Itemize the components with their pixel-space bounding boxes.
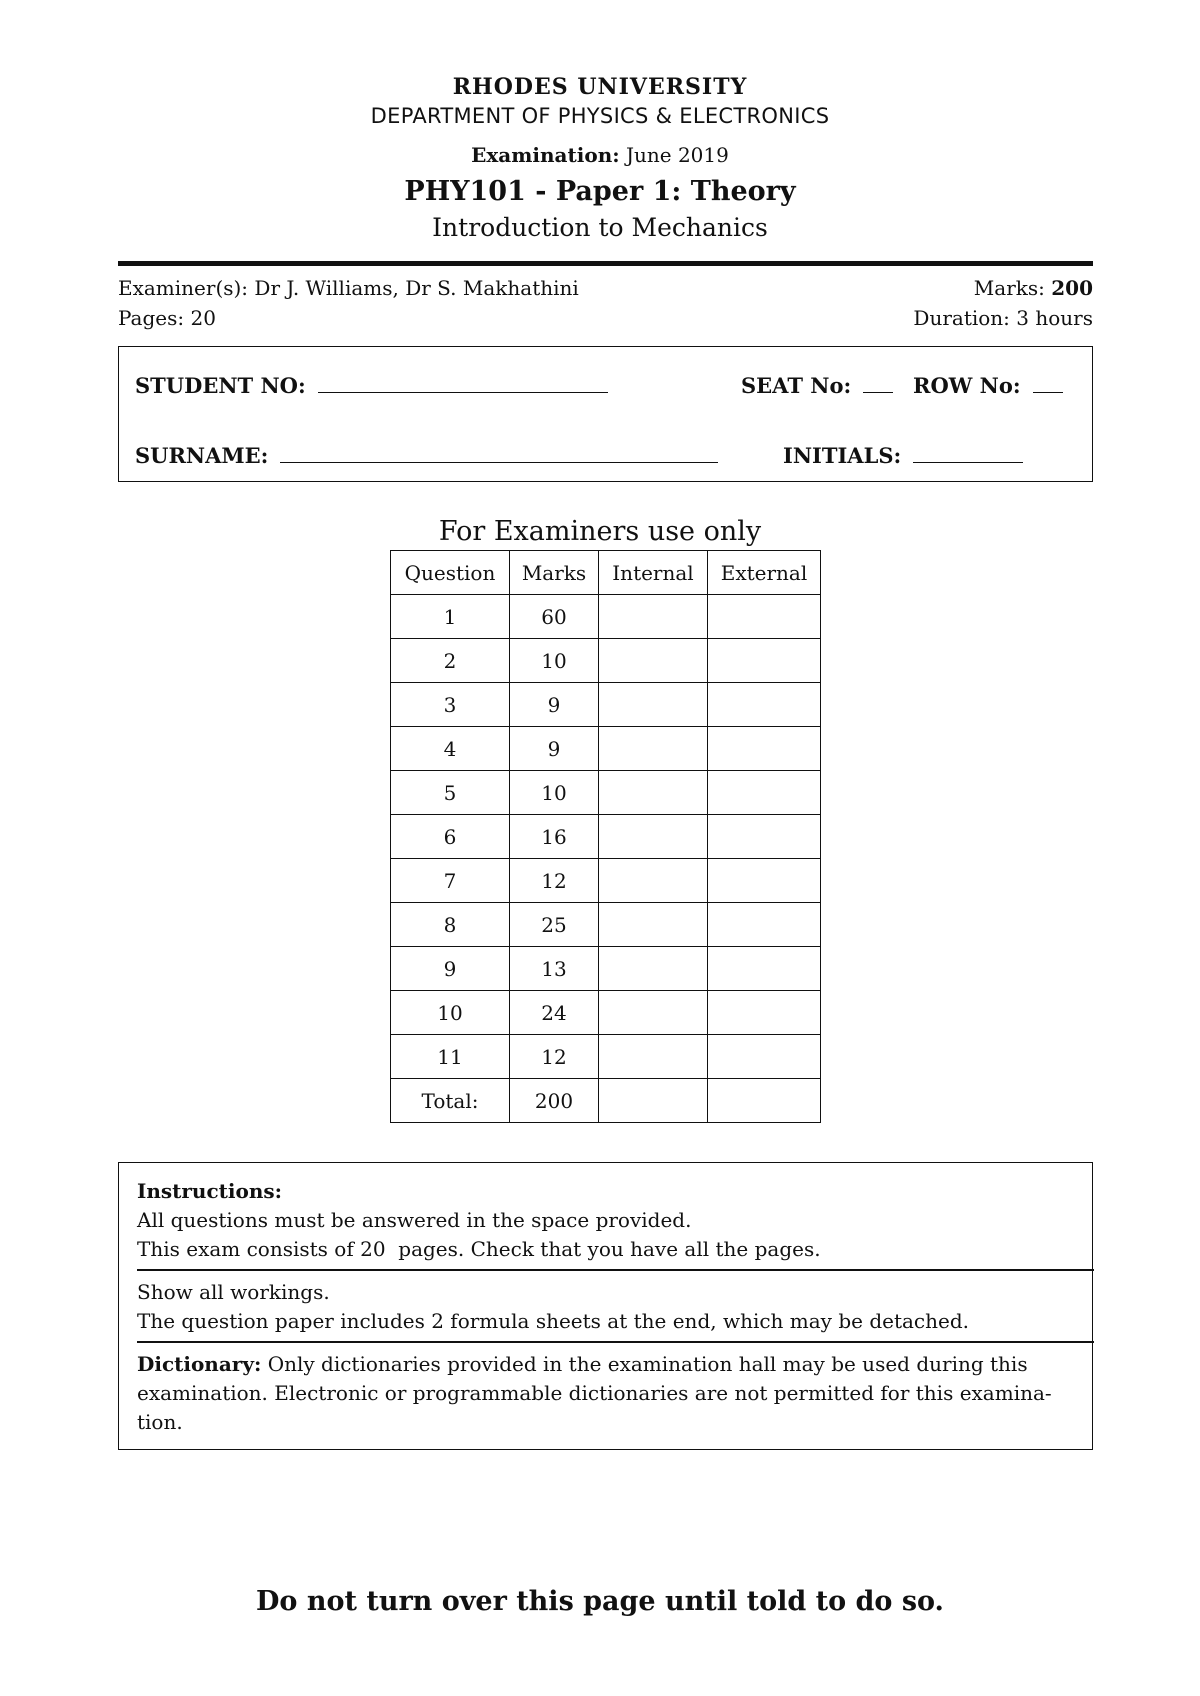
exam-label: Examination: xyxy=(471,143,620,167)
student-no-field[interactable] xyxy=(135,373,608,398)
internal-cell[interactable] xyxy=(599,903,708,947)
pages-label: Pages: xyxy=(118,306,185,330)
internal-cell[interactable] xyxy=(599,991,708,1035)
student-no-label: STUDENT NO: xyxy=(135,373,306,398)
instructions-box xyxy=(118,1162,1093,1450)
marks-cell: 13 xyxy=(510,947,599,991)
external-cell[interactable] xyxy=(708,683,821,727)
external-total-cell[interactable] xyxy=(708,1079,821,1123)
question-cell: 5 xyxy=(391,771,510,815)
header-external: External xyxy=(708,551,821,595)
marks-label: Marks: xyxy=(973,276,1045,300)
seat-no-label: SEAT No: xyxy=(741,373,852,398)
seat-no-blank[interactable] xyxy=(863,391,893,393)
external-cell[interactable] xyxy=(708,947,821,991)
external-cell[interactable] xyxy=(708,1035,821,1079)
initials-blank[interactable] xyxy=(913,461,1023,463)
table-total-row xyxy=(391,1079,821,1123)
internal-cell[interactable] xyxy=(599,639,708,683)
question-cell: 7 xyxy=(391,859,510,903)
examiners-marks-table xyxy=(390,550,821,1123)
table-row xyxy=(391,595,821,639)
marks-cell: 12 xyxy=(510,1035,599,1079)
question-cell: 9 xyxy=(391,947,510,991)
pages-line xyxy=(118,306,216,330)
row-no-blank[interactable] xyxy=(1033,391,1063,393)
table-row xyxy=(391,815,821,859)
internal-cell[interactable] xyxy=(599,815,708,859)
dictionary-text: Only dictionaries provided in the examination hall may be used during this xyxy=(267,1352,1028,1376)
row-no-label: ROW No: xyxy=(913,373,1021,398)
external-cell[interactable] xyxy=(708,991,821,1035)
table-row xyxy=(391,903,821,947)
question-cell: 2 xyxy=(391,639,510,683)
internal-total-cell[interactable] xyxy=(599,1079,708,1123)
instruction-line: The question paper includes 2 formula sheets at the end, which may be detached. xyxy=(137,1309,970,1333)
external-cell[interactable] xyxy=(708,771,821,815)
course-subtitle: Introduction to Mechanics xyxy=(432,213,768,242)
exam-line xyxy=(0,143,1200,167)
instructions-divider xyxy=(137,1269,1094,1271)
duration-value: 3 hours xyxy=(1016,306,1093,330)
external-cell[interactable] xyxy=(708,859,821,903)
table-row xyxy=(391,947,821,991)
examiners-table-title: For Examiners use only xyxy=(438,516,762,547)
external-cell[interactable] xyxy=(708,639,821,683)
examiners-label: Examiner(s): xyxy=(118,276,249,300)
marks-cell: 10 xyxy=(510,639,599,683)
external-cell[interactable] xyxy=(708,595,821,639)
internal-cell[interactable] xyxy=(599,859,708,903)
initials-field[interactable] xyxy=(783,443,1023,468)
examiners-names: Dr J. Williams, Dr S. Makhathini xyxy=(254,276,579,300)
external-cell[interactable] xyxy=(708,903,821,947)
question-cell: 1 xyxy=(391,595,510,639)
internal-cell[interactable] xyxy=(599,683,708,727)
header-rule xyxy=(118,261,1093,266)
table-row xyxy=(391,639,821,683)
duration-label: Duration: xyxy=(913,306,1010,330)
instructions-heading: Instructions: xyxy=(137,1179,283,1203)
student-no-blank[interactable] xyxy=(318,391,608,393)
marks-line xyxy=(974,276,1093,300)
marks-cell: 9 xyxy=(510,683,599,727)
marks-cell: 12 xyxy=(510,859,599,903)
table-row xyxy=(391,991,821,1035)
table-row xyxy=(391,1035,821,1079)
instructions-divider xyxy=(137,1341,1094,1343)
question-cell: 11 xyxy=(391,1035,510,1079)
marks-cell: 16 xyxy=(510,815,599,859)
dictionary-line: tion. xyxy=(137,1410,183,1434)
table-row xyxy=(391,727,821,771)
question-cell: 3 xyxy=(391,683,510,727)
footer-warning: Do not turn over this page until told to do so. xyxy=(256,1586,944,1617)
examiners-line xyxy=(118,276,579,300)
initials-label: INITIALS: xyxy=(783,443,902,468)
table-row xyxy=(391,771,821,815)
department-name: DEPARTMENT OF PHYSICS & ELECTRONICS xyxy=(370,104,830,128)
question-cell: 8 xyxy=(391,903,510,947)
total-label-cell: Total: xyxy=(391,1079,510,1123)
table-row xyxy=(391,859,821,903)
marks-value: 200 xyxy=(1051,276,1093,300)
marks-cell: 10 xyxy=(510,771,599,815)
internal-cell[interactable] xyxy=(599,771,708,815)
dictionary-label: Dictionary: xyxy=(137,1352,262,1376)
dictionary-line: examination. Electronic or programmable dictionaries are not permitted for this examina- xyxy=(137,1381,1052,1405)
marks-cell: 9 xyxy=(510,727,599,771)
internal-cell[interactable] xyxy=(599,595,708,639)
course-title: PHY101 - Paper 1: Theory xyxy=(404,176,796,207)
seat-no-field[interactable] xyxy=(741,373,893,398)
row-no-field[interactable] xyxy=(913,373,1063,398)
internal-cell[interactable] xyxy=(599,1035,708,1079)
header-question: Question xyxy=(391,551,510,595)
question-cell: 4 xyxy=(391,727,510,771)
student-details-box xyxy=(118,346,1093,482)
instruction-line: This exam consists of 20 pages. Check that you have all the pages. xyxy=(137,1237,821,1261)
dictionary-line xyxy=(137,1352,1074,1376)
instruction-line: All questions must be answered in the space provided. xyxy=(137,1208,692,1232)
external-cell[interactable] xyxy=(708,727,821,771)
internal-cell[interactable] xyxy=(599,727,708,771)
surname-blank[interactable] xyxy=(280,461,718,463)
surname-field[interactable] xyxy=(135,443,718,468)
table-header-row xyxy=(391,551,821,595)
marks-cell: 25 xyxy=(510,903,599,947)
question-cell: 6 xyxy=(391,815,510,859)
instruction-line: Show all workings. xyxy=(137,1280,330,1304)
internal-cell[interactable] xyxy=(599,947,708,991)
duration-line xyxy=(913,306,1093,330)
header-internal: Internal xyxy=(599,551,708,595)
pages-value: 20 xyxy=(190,306,216,330)
surname-label: SURNAME: xyxy=(135,443,269,468)
total-marks-cell: 200 xyxy=(510,1079,599,1123)
header-marks: Marks xyxy=(510,551,599,595)
marks-cell: 24 xyxy=(510,991,599,1035)
question-cell: 10 xyxy=(391,991,510,1035)
exam-date: June 2019 xyxy=(625,143,729,167)
external-cell[interactable] xyxy=(708,815,821,859)
table-row xyxy=(391,683,821,727)
marks-cell: 60 xyxy=(510,595,599,639)
university-name: RHODES UNIVERSITY xyxy=(452,74,748,100)
